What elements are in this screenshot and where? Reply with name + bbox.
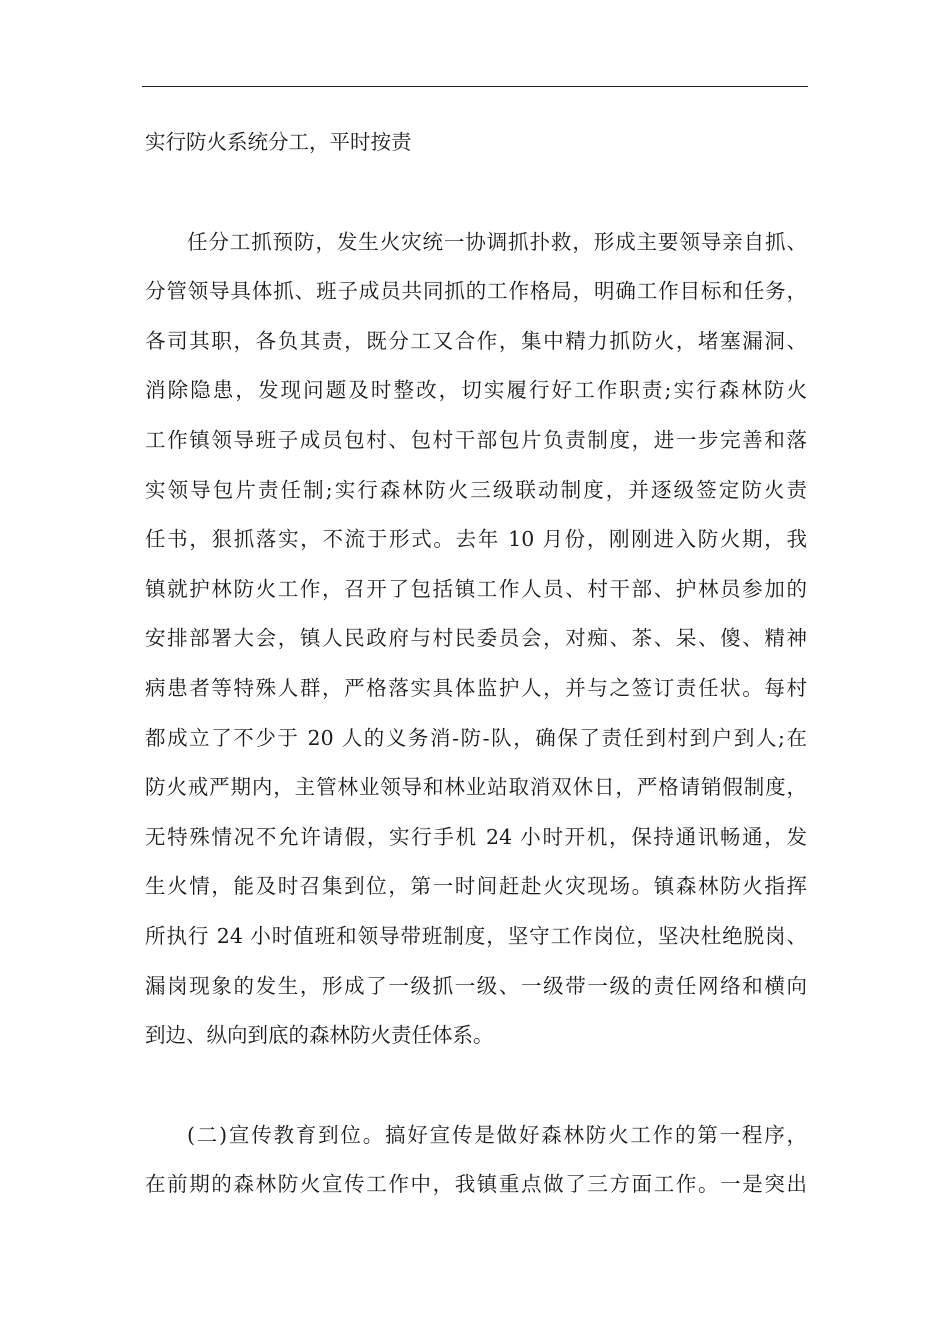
text-line: 各司其职，各负其责，既分工又合作，集中精力抓防火，堵塞漏洞、 xyxy=(145,328,807,353)
text-line: 都成立了不少于 20 人的义务消-防-队，确保了责任到村到户到人;在 xyxy=(145,725,807,750)
text-line: 到边、纵向到底的森林防火责任体系。 xyxy=(145,1023,494,1048)
document-body xyxy=(145,118,807,1210)
text-line: 消除隐患，发现问题及时整改，切实履行好工作职责;实行森林防火 xyxy=(145,378,807,403)
text-line: 生火情，能及时召集到位，第一时间赶赴火灾现场。镇森林防火指挥 xyxy=(145,874,807,899)
text-line: 漏岗现象的发生，形成了一级抓一级、一级带一级的责任网络和横向 xyxy=(145,973,807,998)
text-line: 病患者等特殊人群，严格落实具体监护人，并与之签订责任状。每村 xyxy=(145,675,807,700)
paragraph-gap xyxy=(145,1061,807,1111)
text-line: 任书，狠抓落实，不流于形式。去年 10 月份，刚刚进入防火期，我 xyxy=(145,527,807,552)
paragraph-1 xyxy=(145,218,807,1061)
text-line: 任分工抓预防，发生火灾统一协调抓扑救，形成主要领导亲自抓、 xyxy=(187,229,807,254)
text-line: 镇就护林防火工作，召开了包括镇工作人员、村干部、护林员参加的 xyxy=(145,576,807,601)
text-line: 防火戒严期内，主管林业领导和林业站取消双休日，严格请销假制度， xyxy=(145,775,807,800)
text-line: 实领导包片责任制;实行森林防火三级联动制度，并逐级签定防火责 xyxy=(145,477,807,502)
text-line: 所执行 24 小时值班和领导带班制度，坚守工作岗位，坚决杜绝脱岗、 xyxy=(145,923,807,948)
text-line: 分管领导具体抓、班子成员共同抓的工作格局，明确工作目标和任务， xyxy=(145,279,807,304)
paragraph-2 xyxy=(145,1111,807,1210)
paragraph-gap xyxy=(145,168,807,218)
intro-line: 实行防火系统分工，平时按责 xyxy=(145,130,412,154)
text-line: 安排部署大会，镇人民政府与村民委员会，对痴、茶、呆、傻、精神 xyxy=(145,626,807,651)
text-line: 无特殊情况不允许请假，实行手机 24 小时开机，保持通讯畅通，发 xyxy=(145,824,807,849)
text-line: (二)宣传教育到位。搞好宣传是做好森林防火工作的第一程序， xyxy=(187,1122,807,1147)
header-rule xyxy=(142,86,808,87)
text-line: 工作镇领导班子成员包村、包村干部包片负责制度，进一步完善和落 xyxy=(145,427,807,452)
text-line: 在前期的森林防火宣传工作中，我镇重点做了三方面工作。一是突出 xyxy=(145,1172,807,1197)
